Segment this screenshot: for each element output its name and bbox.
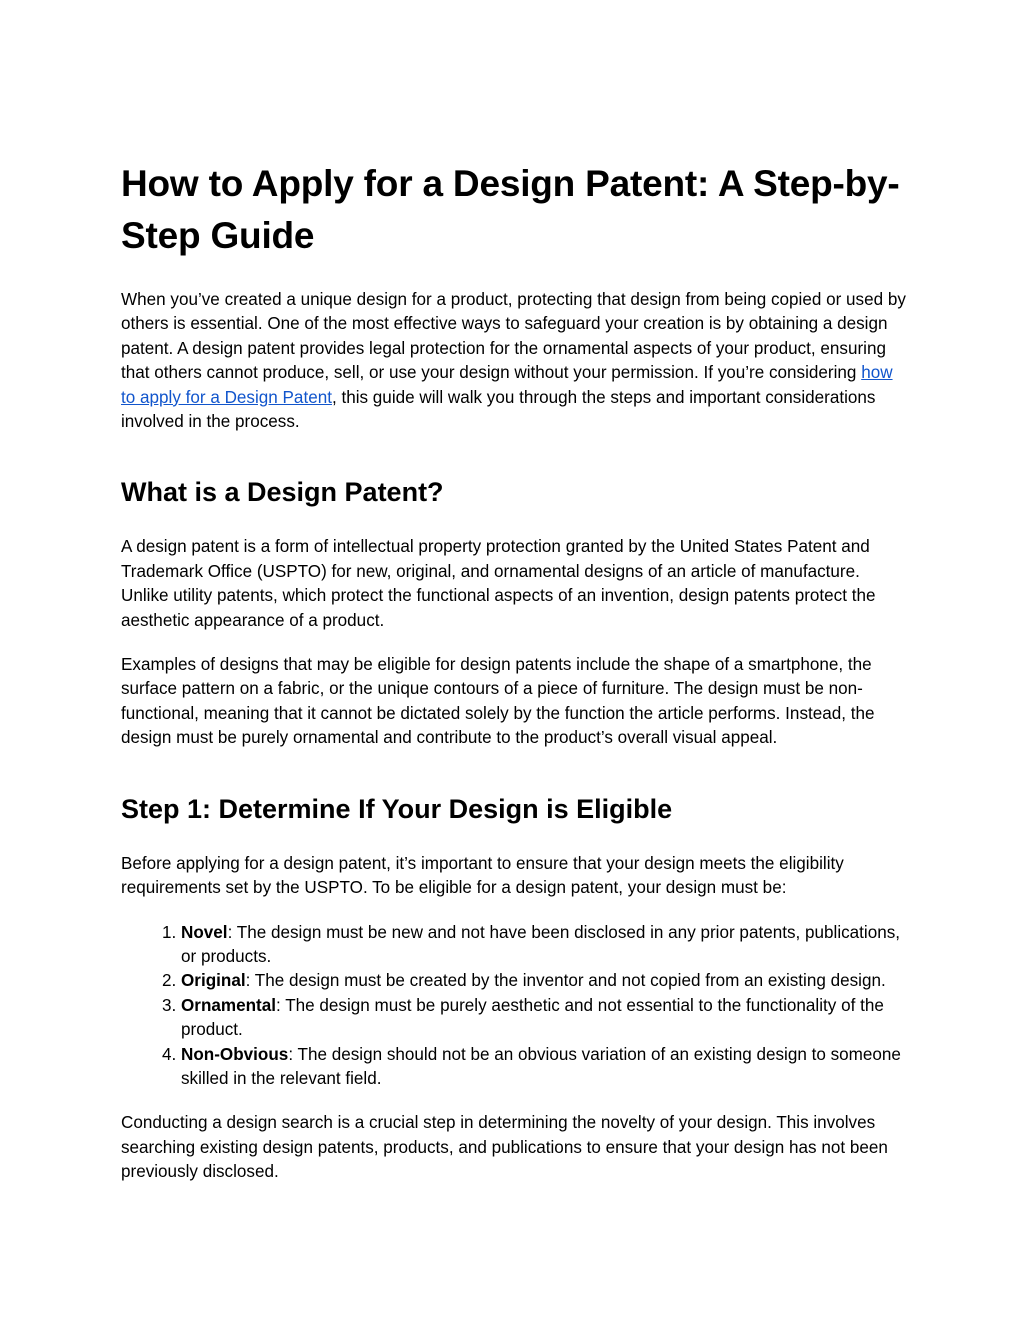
list-item-term: Novel	[181, 922, 228, 942]
section-heading-what-is: What is a Design Patent?	[121, 477, 444, 508]
document-title: How to Apply for a Design Patent: A Step-by-Step Guide	[121, 163, 900, 256]
section2-intro-paragraph: Before applying for a design patent, it’s important to ensure that your design meets the eligibility requirements set by the USPTO. To be eligible for a design patent, your design must be:	[121, 853, 844, 898]
list-item	[181, 994, 911, 1043]
list-item-term: Original	[181, 971, 246, 991]
section1-paragraph-2: Examples of designs that may be eligible for design patents include the shape of a smartphone, the surface pattern on a fabric, or the unique contours of a piece of furniture. The design must be non-functional, meaning that it cannot be dictated solely by the function the article performs. Instead, the design must be purely ornamental and contribute to the product’s overall visual appeal.	[121, 655, 875, 748]
section2-closing-paragraph: Conducting a design search is a crucial step in determining the novelty of your design. This involves searching existing design patents, products, and publications to ensure that your design has not been previously disclosed.	[121, 1113, 888, 1182]
list-item	[181, 1043, 911, 1092]
intro-paragraph	[121, 288, 911, 434]
list-item-term: Non-Obvious	[181, 1044, 289, 1064]
list-item-term: Ornamental	[181, 995, 276, 1015]
list-item-text: : The design should not be an obvious variation of an existing design to someone skilled in the relevant field.	[181, 1044, 901, 1088]
list-item	[181, 969, 911, 993]
intro-text-after-link: , this guide will walk you through the steps and important considerations involved in the process.	[121, 387, 876, 432]
section1-paragraph-1: A design patent is a form of intellectual property protection granted by the United States Patent and Trademark Office (USPTO) for new, original, and ornamental designs of an article of manufacture. Unlike utility patents, which protect the functional aspects of an invention, design patents protect the aesthetic appearance of a product.	[121, 537, 876, 630]
document-page	[121, 158, 911, 1205]
list-item	[181, 921, 911, 970]
intro-text-before-link: When you’ve created a unique design for a product, protecting that design from being copied or used by others is essential. One of the most effective ways to safeguard your creation is by obtaining a design patent. A design patent provides legal protection for the ornamental aspects of your product, ensuring that others cannot produce, sell, or use your design without your permission. If you’re considering	[121, 290, 906, 383]
design-patent-link[interactable]: how to apply for a Design Patent	[121, 363, 893, 407]
list-item-text: : The design must be created by the inventor and not copied from an existing design.	[245, 971, 886, 991]
eligibility-list	[121, 921, 911, 1092]
list-item-text: : The design must be new and not have been disclosed in any prior patents, publications, or products.	[181, 922, 901, 966]
section-heading-step-1: Step 1: Determine If Your Design is Eligible	[121, 793, 673, 824]
list-item-text: : The design must be purely aesthetic and not essential to the functionality of the product.	[181, 995, 884, 1040]
